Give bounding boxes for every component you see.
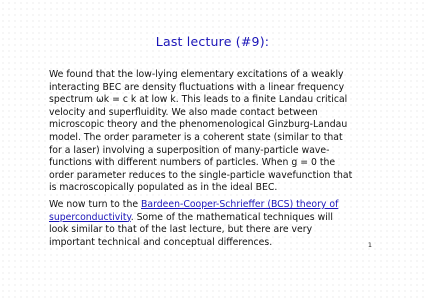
- summary-line: velocity and superfluidity. We also made contact between: [49, 106, 318, 118]
- summary-line: functions with different numbers of particles. When g = 0 the: [49, 157, 336, 169]
- page-number: 1: [367, 241, 372, 249]
- summary-line: interacting BEC are density fluctuations with a linear frequency: [49, 81, 345, 93]
- summary-line: We found that the low-lying elementary excitations of a weakly: [49, 69, 344, 80]
- intro-text: We now turn to the: [49, 199, 142, 210]
- summary-line: is macroscopically populated as in the ideal BEC.: [49, 182, 278, 194]
- summary-line: model. The order parameter is a coherent state (similar to that: [49, 131, 343, 143]
- superconductivity-link[interactable]: superconductivity: [49, 211, 131, 223]
- summary-line: spectrum ωk = c k at low k. This leads to a finite Landau critical: [49, 94, 348, 106]
- summary-line: microscopic theory and the phenomenological Ginzburg-Landau: [49, 119, 348, 131]
- slide-title: Last lecture (#9):: [155, 34, 270, 49]
- next-topic-paragraph: [49, 199, 389, 249]
- body-line: important technical and conceptual differences.: [49, 236, 273, 248]
- bcs-theory-link[interactable]: Bardeen-Cooper-Schrieffer (BCS) theory of: [141, 199, 339, 210]
- body-line: look similar to that of the last lecture, but there are very: [49, 224, 313, 236]
- summary-line: order parameter reduces to the single-particle wavefunction that: [49, 169, 353, 181]
- summary-paragraph: [49, 69, 389, 195]
- summary-line: for a laser) involving a superposition of many-particle wave-: [49, 144, 330, 156]
- continuation-text: . Some of the mathematical techniques will: [130, 211, 333, 223]
